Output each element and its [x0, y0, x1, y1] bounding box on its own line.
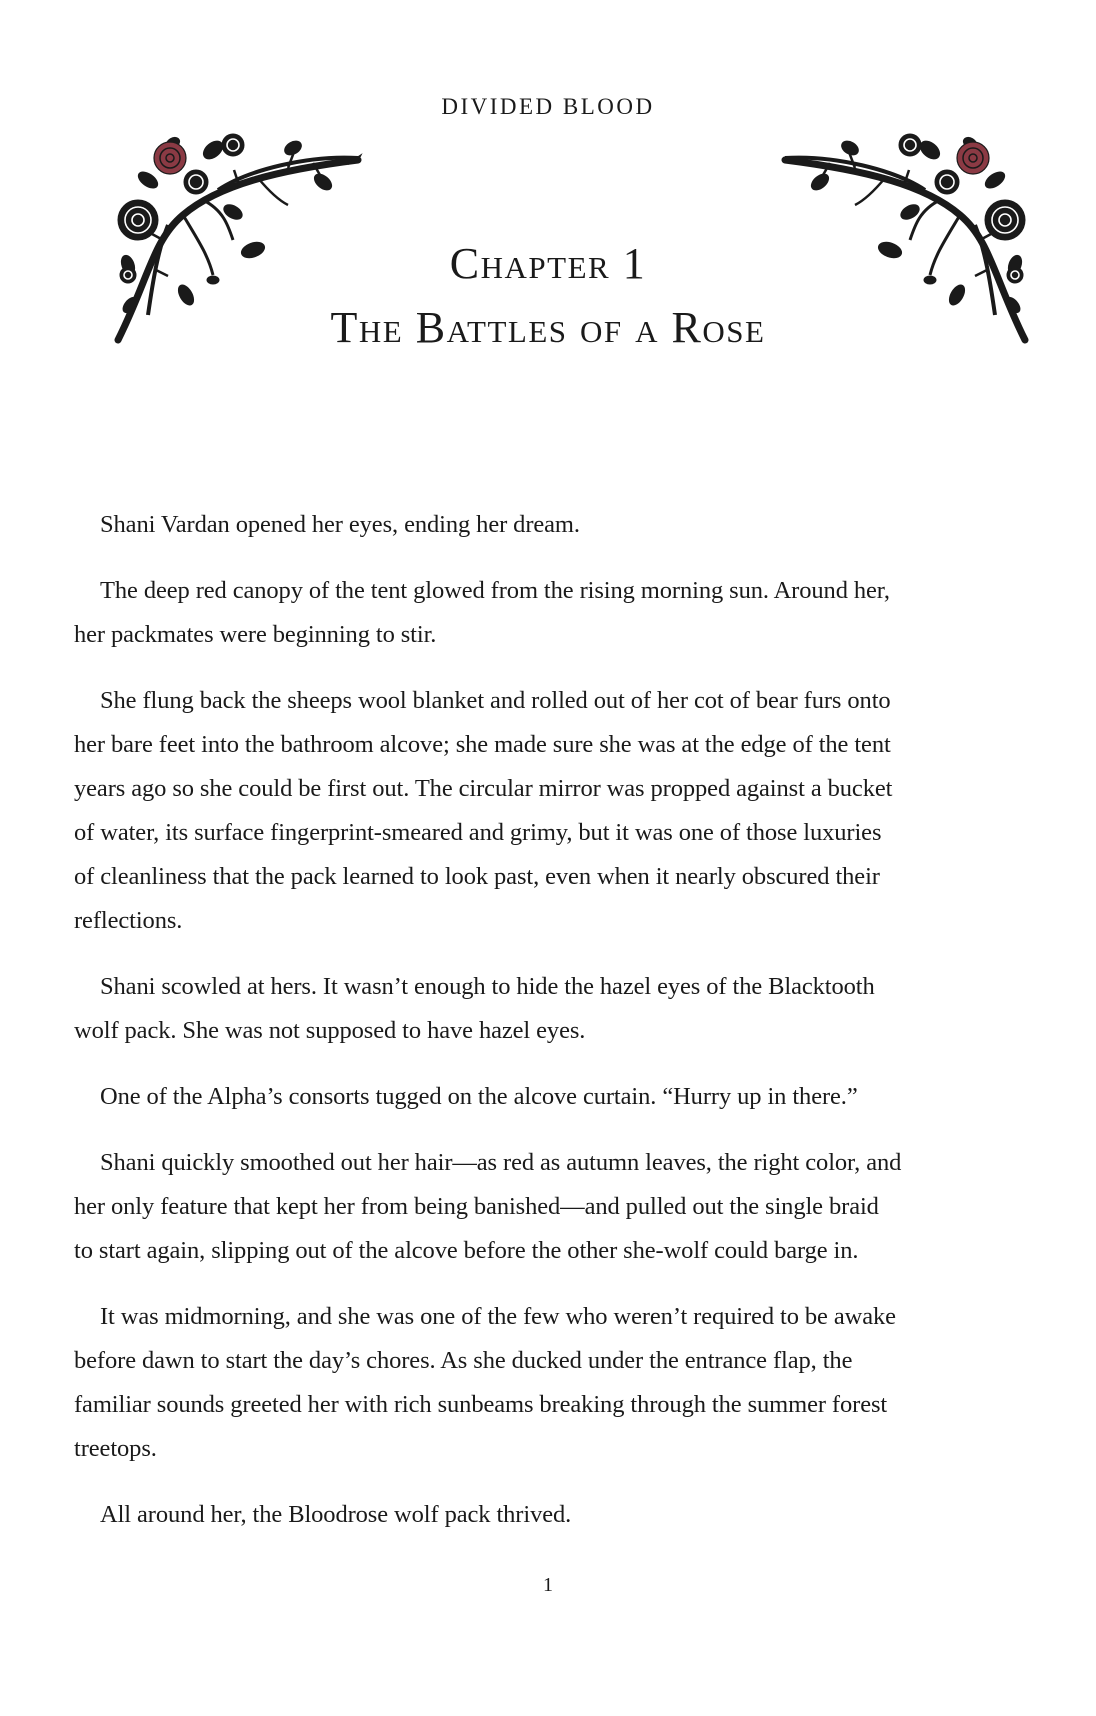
text-line: familiar sounds greeted her with rich sunbeams breaking through the summer forest [74, 1391, 888, 1418]
paragraph [74, 679, 1064, 943]
chapter-heading [0, 232, 1096, 360]
paragraph [74, 1295, 1064, 1471]
text-line: wolf pack. She was not supposed to have hazel eyes. [74, 1017, 586, 1044]
text-line: Shani quickly smoothed out her hair—as red as autumn leaves, the right color, and [100, 1149, 902, 1176]
paragraph [74, 1493, 1064, 1537]
text-line: of cleanliness that the pack learned to look past, even when it nearly obscured their [74, 863, 880, 890]
text-line: The deep red canopy of the tent glowed from the rising morning sun. Around her, [100, 577, 890, 604]
text-line: All around her, the Bloodrose wolf pack thrived. [100, 1501, 572, 1528]
chapter-number: Chapter 1 [449, 239, 647, 288]
text-line: before dawn to start the day’s chores. As she ducked under the entrance flap, the [74, 1347, 853, 1374]
text-line: reflections. [74, 907, 183, 934]
text-line: It was midmorning, and she was one of the few who weren’t required to be awake [100, 1303, 896, 1330]
text-line: Shani Vardan opened her eyes, ending her dream. [100, 511, 580, 538]
chapter-body [74, 503, 1064, 1559]
chapter-title: The Battles of a Rose [330, 303, 766, 352]
paragraph [74, 1141, 1064, 1273]
text-line: her packmates were beginning to stir. [74, 621, 437, 648]
paragraph [74, 1075, 1064, 1119]
text-line: to start again, slipping out of the alcove before the other she-wolf could barge in. [74, 1237, 859, 1264]
running-head: DIVIDED BLOOD [441, 94, 655, 119]
text-line: Shani scowled at hers. It wasn’t enough to hide the hazel eyes of the Blacktooth [100, 973, 875, 1000]
page-number: 1 [543, 1574, 553, 1596]
text-line: her bare feet into the bathroom alcove; she made sure she was at the edge of the tent [74, 731, 891, 758]
paragraph [74, 569, 1064, 657]
text-line: her only feature that kept her from being banished—and pulled out the single braid [74, 1193, 879, 1220]
text-line: years ago so she could be first out. The circular mirror was propped against a bucket [74, 775, 893, 802]
paragraph [74, 965, 1064, 1053]
paragraph [74, 503, 1064, 547]
text-line: of water, its surface fingerprint-smeared and grimy, but it was one of those luxuries [74, 819, 882, 846]
text-line: She flung back the sheeps wool blanket and rolled out of her cot of bear furs onto [100, 687, 891, 714]
text-line: treetops. [74, 1435, 157, 1462]
text-line: One of the Alpha’s consorts tugged on the alcove curtain. “Hurry up in there.” [100, 1083, 858, 1110]
